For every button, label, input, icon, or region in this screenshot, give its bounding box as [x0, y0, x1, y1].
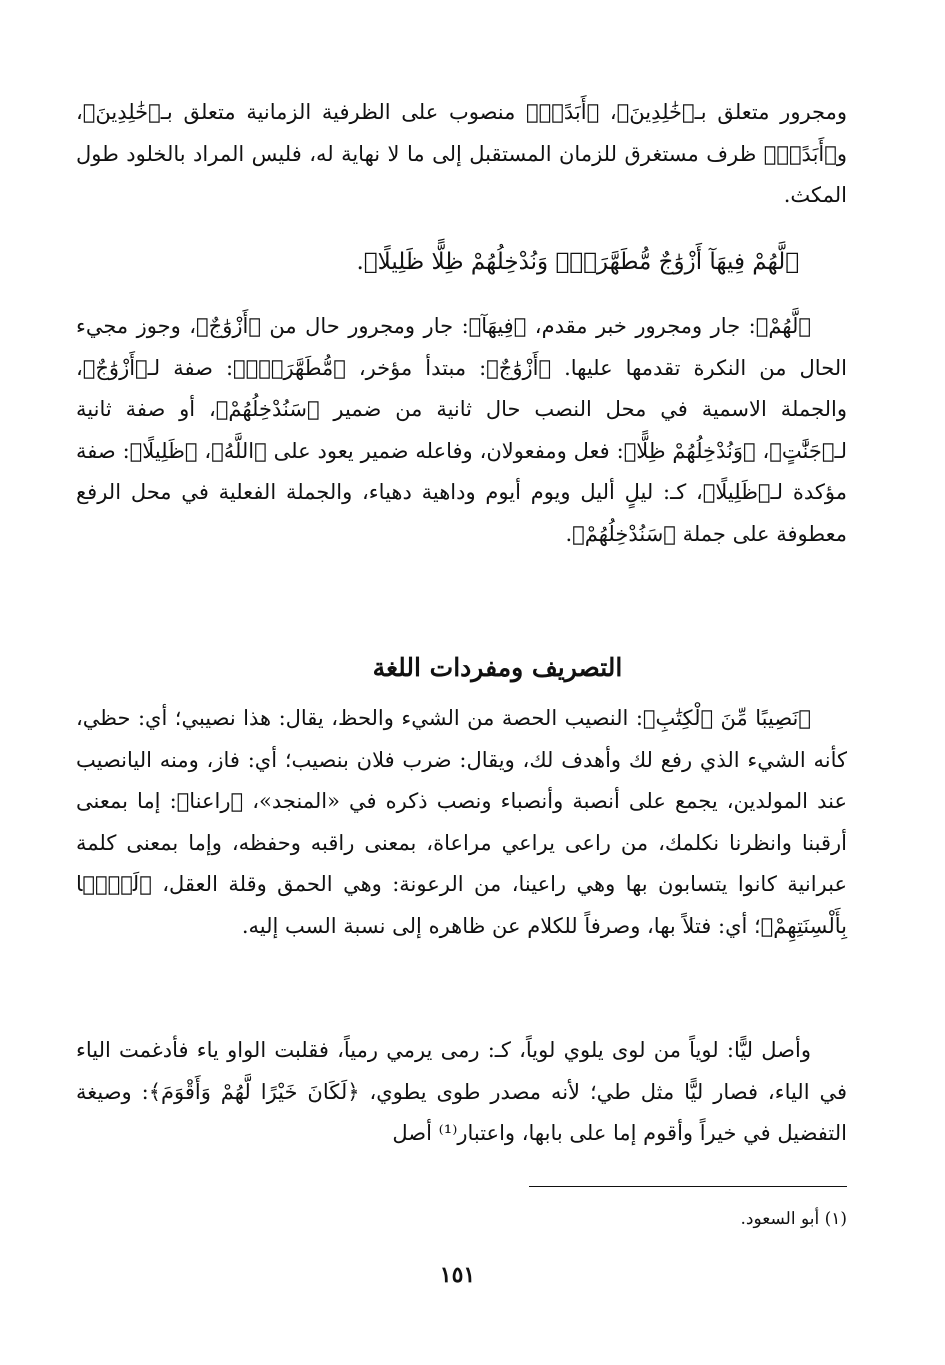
- paragraph-morphology-text: وأصل ليًّا: لوياً من لوى يلوي لوياً، كـ: رمى يرمي رمياً، فقلبت الواو ياء فأدغمت الياء في الياء، فصار ليًّا مثل طي؛ لأنه مصدر طوى يطوي، ﴿لَكَانَ خَيْرًا لَّهُمْ وَأَقْوَمَ﴾: وصيغة التفضيل في خيراً وأقوم إما على بابها، واعتبار⁽¹⁾ أصل: [76, 1038, 847, 1145]
- paragraph-morphology: [76, 1030, 847, 1155]
- footnote: (١) أبو السعود.: [740, 1209, 847, 1229]
- paragraph-grammar-khalidin: ومجرور متعلق بـ﴿خَٰلِدِينَ﴾، ﴿أَبَدًاۖ﴾ منصوب على الظرفية الزمانية متعلق بـ﴿خَٰلِدِينَ﴾، و﴿أَبَدًاۖ﴾ ظرف مستغرق للزمان المستقبل إلى ما لا نهاية له، فليس المراد بالخلود طول المكث.: [76, 100, 847, 207]
- paragraph-vocabulary: [76, 698, 847, 947]
- paragraph-vocabulary-text: ﴿نَصِيبًا مِّنَ ٱلْكِتَٰبِ﴾: النصيب الحصة من الشيء والحظ، يقال: هذا نصيبي؛ أي: حظي، كأنه الشيء الذي رفع لك وأهدف لك، ويقال: ضرب فلان بنصيب؛ أي: فاز، ومنه اليانصيب عند المولدين، يجمع على أنصبة وأنصباء ونصب ذكره في «المنجد»، ﴿راعنا﴾: إما بمعنى أرقبنا وانظرنا نكلمك، من راعى يراعي مراعاة، بمعنى راقبه وحفظه، وإما بمعنى كلمة عبرانية كانوا يتسابون بها وهي راعينا، من الرعونة: وهي الحمق وقلة العقل، ﴿لَيًّۢا بِأَلْسِنَتِهِمْ﴾؛ أي: فتلاً بها، وصرفاً للكلام عن ظاهره إلى نسبة السب إليه.: [76, 706, 847, 938]
- quran-verse: ﴿لَّهُمْ فِيهَآ أَزْوَٰجٌ مُّطَهَّرَةٌۖ وَنُدْخِلُهُمْ ظِلًّا ظَلِيلًا﴾.: [356, 249, 799, 275]
- paragraph-grammar-verse: [76, 306, 847, 555]
- page-number: ١٥١: [439, 1262, 476, 1288]
- paragraph-grammar-verse-text: ﴿لَّهُمْ﴾: جار ومجرور خبر مقدم، ﴿فِيهَآ﴾: جار ومجرور حال من ﴿أَزْوَٰجٌ﴾، وجوز مجيء الحال من النكرة تقدمها عليها. ﴿أَزْوَٰجٌ﴾: مبتدأ مؤخر، ﴿مُّطَهَّرَةٌۖ﴾: صفة لـ﴿أَزْوَٰجٌ﴾، والجملة الاسمية في محل النصب حال ثانية من ضمير ﴿سَنُدْخِلُهُمْ﴾، أو صفة ثانية لـ﴿جَنَّٰتٍ﴾، ﴿وَنُدْخِلُهُمْ ظِلًّا﴾: فعل ومفعولان، وفاعله ضمير يعود على ﴿اللَّهُ﴾، ﴿ظَلِيلًا﴾: صفة مؤكدة لـ﴿ظَلِيلًا﴾، كـ: ليلٍ أليل ويوم أيوم وداهية دهياء، والجملة الفعلية في محل الرفع معطوفة على جملة ﴿سَنُدْخِلُهُمْ﴾.: [76, 314, 847, 546]
- section-heading: التصريف ومفردات اللغة: [372, 653, 623, 682]
- footnote-divider: [529, 1186, 847, 1187]
